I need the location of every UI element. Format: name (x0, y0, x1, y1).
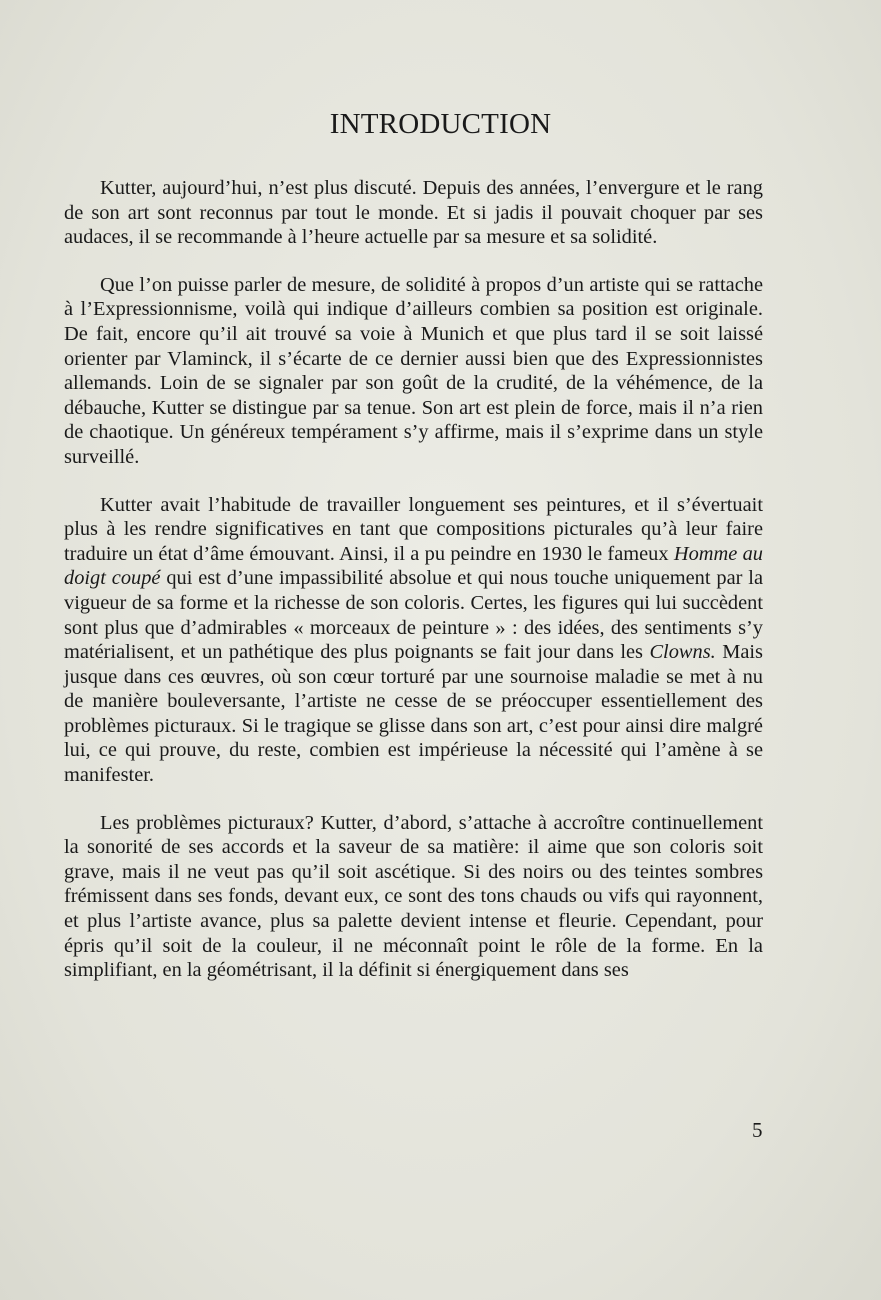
paragraph-2 (64, 273, 763, 470)
paragraph-2-text: Que l’on puisse parler de mesure, de solidité à propos d’un artiste qui se rattache à l’Expressionnisme, voilà qui indique d’ailleurs combien sa position est originale. De fait, encore qu’il ait trouvé sa voie à Munich et que plus tard il se soit laissé orienter par Vlaminck, il s’écarte de ce dernier aussi bien que des Expressionnistes allemands. Loin de se signaler par son goût de la crudité, de la véhémence, de la débauche, Kutter se distingue par sa tenue. Son art est plein de force, mais il n’a rien de chaotique. Un généreux tempérament s’y affirme, mais il s’exprime dans un style surveillé. (64, 273, 763, 468)
paragraph-3-text-b: qui est d’une impassibilité absolue et qui nous touche uniquement par la vigueur de sa forme et la richesse de son coloris. Certes, les figures qui lui succèdent sont plus que d’admirables « morceaux de peinture » : des idées, des sentiments s’y matérialisent, et un pathétique des plus poignants se fait jour dans les (64, 567, 763, 664)
artwork-title-clowns: Clowns. (649, 641, 716, 664)
artwork-title-homme-au-doigt-coupe: Homme au doigt coupé (64, 542, 763, 590)
page-title: INTRODUCTION (329, 108, 552, 140)
paragraph-3-text-a: Kutter avait l’habitude de travailler longuement ses peintures, et il s’évertuait plus à les rendre significatives en tant que compositions picturales qu’à leur faire traduire un état d’âme émouvant. Ainsi, il a pu peindre en 1930 le fameux (64, 493, 763, 565)
paragraph-3 (64, 493, 763, 788)
paragraph-1 (64, 176, 763, 250)
body-text (64, 176, 763, 1006)
paragraph-1-text: Kutter, aujourd’hui, n’est plus discuté. Depuis des années, l’envergure et le rang de son art sont reconnus par tout le monde. Et si jadis il pouvait choquer par ses audaces, il se recommande à l’heure actuelle par sa mesure et sa solidité. (64, 177, 763, 249)
paragraph-3-text-c: Mais jusque dans ces œuvres, où son cœur torturé par une sournoise maladie se met à nu de manière bouleversante, l’artiste ne cesse de se préoccuper essentiellement des problèmes picturaux. Si le tragique se glisse dans son art, c’est pour ainsi dire malgré lui, ce qui prouve, du reste, combien est impérieuse la nécessité qui l’amène à se manifester. (64, 641, 763, 787)
page-number: 5 (752, 1118, 763, 1142)
paragraph-4 (64, 811, 763, 983)
paragraph-4-text: Les problèmes picturaux? Kutter, d’abord, s’attache à accroître continuellement la sonorité de ses accords et la saveur de sa matière: il aime que son coloris soit grave, mais il ne veut pas qu’il soit ascétique. Si des noirs ou des teintes sombres frémissent dans ses fonds, devant eux, ce sont des tons chauds ou vifs qui rayonnent, et plus l’artiste avance, plus sa palette devient intense et fleurie. Cependant, pour épris qu’il soit de la couleur, il ne méconnaît point le rôle de la forme. En la simplifiant, en la géométrisant, il la définit si énergiquement dans ses (64, 811, 763, 982)
